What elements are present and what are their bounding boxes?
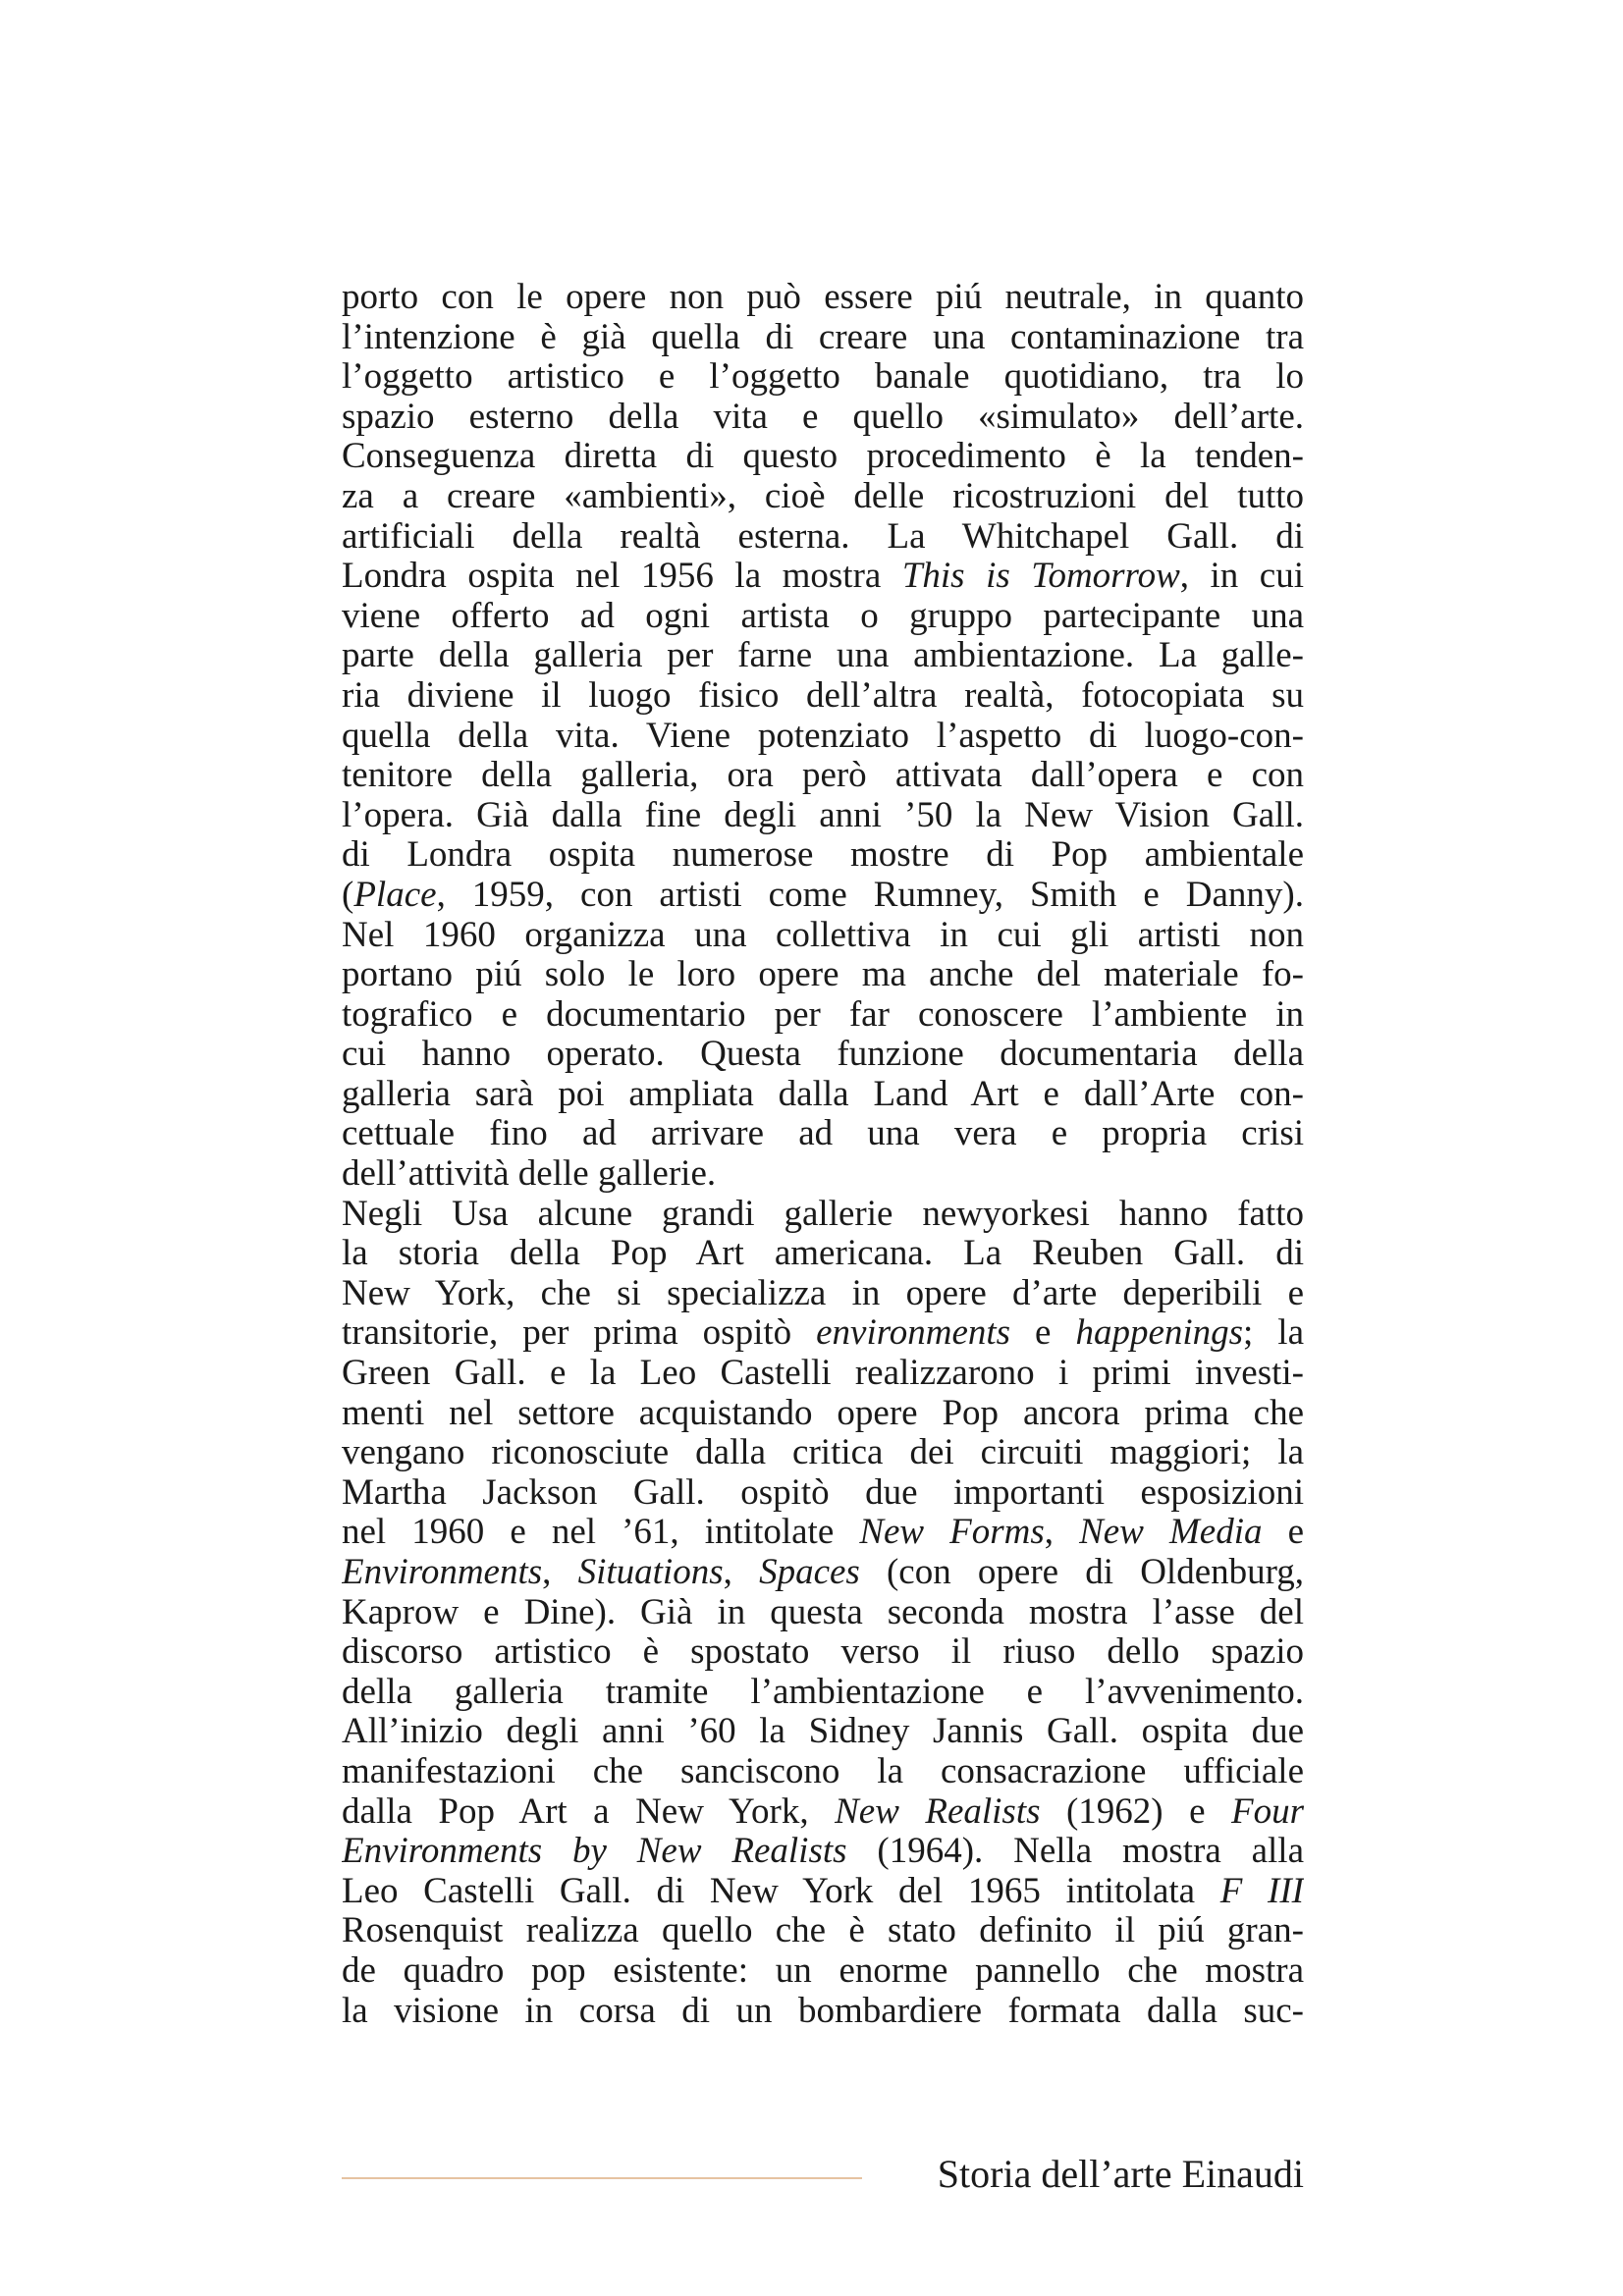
italic-title: New Media [1079, 1513, 1263, 1553]
text-line [342, 597, 1304, 637]
text-segment: dalla Pop Art a New York, [342, 1791, 836, 1832]
italic-title: happenings [1075, 1313, 1244, 1354]
text-line [342, 717, 1304, 757]
text-line [342, 1313, 1304, 1354]
text-segment: de quadro pop esistente: un enorme pannello che mostra [342, 1950, 1304, 1991]
italic-title: environments [816, 1313, 1011, 1354]
text-segment: spazio esterno della vita e quello «simulato» dell’arte. [342, 397, 1304, 437]
text-line [342, 1035, 1304, 1075]
text-line [342, 676, 1304, 717]
text-line [342, 1593, 1304, 1633]
text-segment: portano piú solo le loro opere ma anche del materiale fo- [342, 955, 1304, 995]
text-segment: quella della vita. Viene potenziato l’aspetto di luogo-con- [342, 716, 1304, 756]
text-line [342, 1513, 1304, 1553]
text-line [342, 1951, 1304, 1992]
italic-title: Spaces [759, 1553, 860, 1592]
text-segment: , 1959, con artisti come Rumney, Smith e Danny). [436, 875, 1304, 915]
text-segment: za a creare «ambienti», cioè delle ricostruzioni del tutto [342, 476, 1304, 516]
text-segment: viene offerto ad ogni artista o gruppo partecipante una [342, 596, 1304, 636]
text-line [342, 1433, 1304, 1473]
body-text [342, 278, 1304, 2031]
italic-title: This is Tomorrow [901, 557, 1180, 597]
text-segment: , [1044, 1513, 1080, 1553]
text-line [342, 1872, 1304, 1912]
text-line [342, 916, 1304, 956]
footer-rule [342, 2177, 862, 2179]
text-segment: Green Gall. e la Leo Castelli realizzarono i primi investi- [342, 1354, 1304, 1394]
text-segment: menti nel settore acquistando opere Pop ancora prima che [342, 1393, 1304, 1433]
text-segment: (con opere di Oldenburg, [859, 1553, 1304, 1592]
italic-title: Environments by New Realists [342, 1832, 847, 1872]
text-line [342, 437, 1304, 477]
text-segment: la visione in corsa di un bombardiere formata dalla suc- [342, 1991, 1304, 2031]
text-segment: ; la [1243, 1313, 1304, 1354]
text-line [342, 1712, 1304, 1752]
text-segment: nel 1960 e nel ’61, intitolate [342, 1513, 860, 1553]
text-segment: e [1262, 1513, 1304, 1553]
text-segment: discorso artistico è spostato verso il riuso dello spazio [342, 1632, 1304, 1673]
text-line [342, 796, 1304, 836]
text-line [342, 876, 1304, 916]
text-segment: di Londra ospita numerose mostre di Pop ambientale [342, 835, 1304, 876]
italic-title: New Forms [859, 1513, 1045, 1553]
text-segment: parte della galleria per farne una ambientazione. La galle- [342, 636, 1304, 676]
text-segment: dell’attività delle gallerie. [342, 1154, 717, 1195]
text-line [342, 557, 1304, 597]
text-line [342, 756, 1304, 796]
italic-title: F III [1219, 1871, 1304, 1911]
text-segment: cui hanno operato. Questa funzione documentaria della [342, 1035, 1304, 1075]
text-segment: l’oggetto artistico e l’oggetto banale quotidiano, tra lo [342, 357, 1304, 398]
text-line [342, 1632, 1304, 1673]
text-segment: cettuale fino ad arrivare ad una vera e propria crisi [342, 1114, 1304, 1154]
text-line [342, 1154, 1304, 1195]
text-segment: Conseguenza diretta di questo procedimento è la tenden- [342, 437, 1304, 477]
text-segment: l’intenzione è già quella di creare una contaminazione tra [342, 317, 1304, 357]
text-segment: vengano riconosciute dalla critica dei circuiti maggiori; la [342, 1433, 1304, 1473]
text-segment: artificiali della realtà esterna. La Whitchapel Gall. di [342, 516, 1304, 557]
text-segment: ria diviene il luogo fisico dell’altra realtà, fotocopiata su [342, 675, 1304, 716]
text-line [342, 357, 1304, 398]
text-line [342, 278, 1304, 318]
text-line [342, 1274, 1304, 1314]
text-segment: Rosenquist realizza quello che è stato definito il piú gran- [342, 1911, 1304, 1951]
text-line [342, 1832, 1304, 1872]
text-segment: ( [342, 875, 354, 915]
footer-publisher-label: Storia dell’arte Einaudi [937, 2152, 1304, 2196]
text-segment: New York, che si specializza in opere d’arte deperibili e [342, 1273, 1304, 1313]
text-line [342, 1673, 1304, 1713]
text-line [342, 636, 1304, 676]
text-segment: la storia della Pop Art americana. La Reuben Gall. di [342, 1234, 1304, 1274]
text-line [342, 1234, 1304, 1274]
text-line [342, 1075, 1304, 1115]
text-line [342, 1114, 1304, 1154]
text-segment: tografico e documentario per far conoscere l’ambiente in [342, 994, 1304, 1035]
text-segment: Nel 1960 organizza una collettiva in cui gli artisti non [342, 915, 1304, 955]
text-line [342, 1792, 1304, 1833]
text-line [342, 995, 1304, 1036]
text-line [342, 517, 1304, 558]
text-line [342, 835, 1304, 876]
text-line [342, 1473, 1304, 1514]
text-segment: Londra ospita nel 1956 la mostra [342, 557, 902, 597]
text-segment: manifestazioni che sanciscono la consacrazione ufficiale [342, 1751, 1304, 1791]
text-segment: Leo Castelli Gall. di New York del 1965 intitolata [342, 1871, 1220, 1911]
italic-title: Environments [342, 1553, 543, 1592]
text-line [342, 1553, 1304, 1593]
text-segment: Martha Jackson Gall. ospitò due importanti esposizioni [342, 1472, 1304, 1513]
text-segment: Negli Usa alcune grandi gallerie newyorkesi hanno fatto [342, 1194, 1304, 1234]
text-line [342, 398, 1304, 438]
text-line [342, 1195, 1304, 1235]
text-line [342, 1354, 1304, 1394]
italic-title: Situations [577, 1553, 724, 1592]
text-segment: transitorie, per prima ospitò [342, 1313, 817, 1354]
text-line [342, 477, 1304, 517]
italic-title: Four [1231, 1791, 1304, 1832]
text-segment: Kaprow e Dine). Già in questa seconda mostra l’asse del [342, 1592, 1304, 1632]
text-line [342, 1911, 1304, 1951]
text-line [342, 1394, 1304, 1434]
text-segment: , in cui [1179, 557, 1304, 597]
text-segment: porto con le opere non può essere piú neutrale, in quanto [342, 278, 1304, 317]
italic-title: Place [353, 875, 437, 915]
text-segment: (1962) e [1040, 1791, 1231, 1832]
text-segment: della galleria tramite l’ambientazione e l’avvenimento. [342, 1672, 1304, 1712]
text-segment: , [542, 1553, 578, 1592]
text-segment: e [1010, 1313, 1076, 1354]
text-line [342, 1752, 1304, 1792]
text-segment: (1964). Nella mostra alla [846, 1832, 1304, 1872]
text-segment: tenitore della galleria, ora però attivata dall’opera e con [342, 756, 1304, 796]
text-line [342, 318, 1304, 358]
text-segment: l’opera. Già dalla fine degli anni ’50 la New Vision Gall. [342, 795, 1304, 835]
text-line [342, 1992, 1304, 2032]
text-segment: All’inizio degli anni ’60 la Sidney Jannis Gall. ospita due [342, 1712, 1304, 1752]
text-segment: galleria sarà poi ampliata dalla Land Art e dall’Arte con- [342, 1074, 1304, 1114]
text-line [342, 955, 1304, 995]
text-segment: , [723, 1553, 760, 1592]
italic-title: New Realists [835, 1791, 1041, 1832]
